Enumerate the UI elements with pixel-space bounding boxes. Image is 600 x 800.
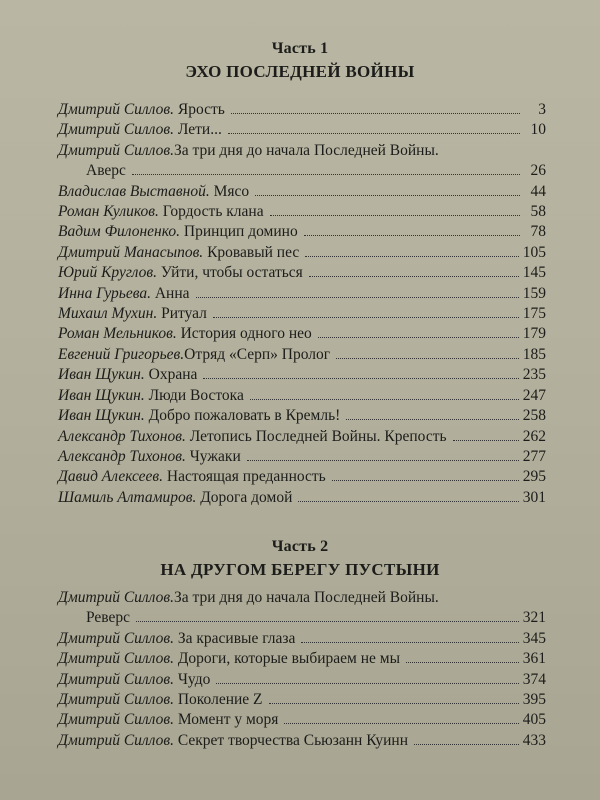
toc-entry-text xyxy=(58,447,241,467)
toc-title: Уйти, чтобы остаться xyxy=(157,264,303,282)
toc-entry xyxy=(58,588,546,629)
toc-entry-line xyxy=(58,488,546,508)
toc-title: История одного нео xyxy=(176,325,312,343)
toc-author: Иван Щукин. xyxy=(58,366,145,384)
toc-entry xyxy=(58,427,546,447)
toc-title: Принцип домино xyxy=(180,223,298,241)
toc-entry-line xyxy=(58,243,546,263)
toc-author: Александр Тихонов. xyxy=(58,427,186,445)
toc-entry xyxy=(58,731,546,751)
part1-toc xyxy=(58,100,546,508)
toc-entry xyxy=(58,345,546,365)
toc-title: Лети... xyxy=(173,121,222,139)
toc-entry-line xyxy=(58,670,546,690)
dot-leader xyxy=(332,480,519,481)
toc-entry-line xyxy=(58,386,546,406)
toc-entry-text xyxy=(58,710,278,730)
toc-author: Дмитрий Силлов. xyxy=(58,121,174,139)
toc-entry xyxy=(58,386,546,406)
toc-entry xyxy=(58,120,546,140)
toc-entry-line xyxy=(58,141,546,161)
dot-leader xyxy=(304,235,520,236)
toc-entry-text xyxy=(58,731,408,751)
dot-leader xyxy=(216,683,518,684)
toc-page-number: 345 xyxy=(522,629,546,647)
toc-entry xyxy=(58,222,546,242)
dot-leader xyxy=(298,501,518,502)
toc-entry-line xyxy=(58,222,546,242)
toc-author: Дмитрий Манасыпов. xyxy=(58,243,204,261)
dot-leader xyxy=(136,621,519,622)
toc-entry xyxy=(58,690,546,710)
toc-title: За три дня до начала Последней Войны. xyxy=(173,141,439,159)
toc-entry-line xyxy=(58,427,546,447)
toc-entry xyxy=(58,100,546,120)
toc-entry-text xyxy=(58,690,263,710)
toc-entry-text xyxy=(58,345,330,365)
dot-leader xyxy=(301,642,518,643)
toc-entry xyxy=(58,243,546,263)
toc-page-number: 374 xyxy=(522,670,546,688)
toc-title: Чудо xyxy=(173,670,211,688)
dot-leader xyxy=(250,399,519,400)
part1-label: Часть 1 xyxy=(271,40,329,57)
toc-page-number: 405 xyxy=(522,711,546,729)
dot-leader xyxy=(309,276,519,277)
toc-entry-text xyxy=(58,670,210,690)
toc-entry-line xyxy=(58,447,546,467)
toc-entry xyxy=(58,649,546,669)
toc-entry-line xyxy=(58,161,546,181)
toc-author: Дмитрий Силлов. xyxy=(58,650,174,668)
toc-author: Александр Тихонов. xyxy=(58,447,186,465)
toc-author: Дмитрий Силлов. xyxy=(58,711,174,729)
toc-title-continued: Аверс xyxy=(86,162,126,180)
toc-page-number: 258 xyxy=(522,407,546,425)
toc-entry-text xyxy=(58,243,299,263)
toc-author: Инна Гурьева. xyxy=(58,284,151,302)
toc-page-number: 277 xyxy=(522,447,546,465)
toc-entry-text xyxy=(58,488,292,508)
toc-title: Летопись Последней Войны. Крепость xyxy=(185,427,447,445)
toc-author: Юрий Круглов. xyxy=(58,264,157,282)
toc-page-number: 58 xyxy=(530,203,546,221)
toc-entry-text xyxy=(58,629,295,649)
toc-author: Михаил Мухин. xyxy=(58,305,158,323)
toc-entry xyxy=(58,263,546,283)
toc-author: Евгений Григорьев. xyxy=(58,345,185,363)
dot-leader xyxy=(247,460,519,461)
toc-author: Дмитрий Силлов. xyxy=(58,629,174,647)
dot-leader xyxy=(305,256,519,257)
toc-entry-text xyxy=(58,222,298,242)
toc-author: Дмитрий Силлов. xyxy=(58,141,174,159)
dot-leader xyxy=(231,113,520,114)
dot-leader xyxy=(196,297,519,298)
toc-title: Чужаки xyxy=(185,447,241,465)
toc-entry xyxy=(58,365,546,385)
toc-entry-text xyxy=(58,263,303,283)
toc-page-number: 105 xyxy=(522,243,546,261)
toc-author: Давид Алексеев. xyxy=(58,468,163,486)
dot-leader xyxy=(406,662,519,663)
toc-entry-text xyxy=(58,365,197,385)
toc-page-number: 247 xyxy=(522,386,546,404)
toc-entry xyxy=(58,182,546,202)
toc-author: Дмитрий Силлов. xyxy=(58,101,174,118)
toc-page-number: 361 xyxy=(522,650,546,668)
toc-title: Поколение Z xyxy=(173,691,263,709)
toc-title: Охрана xyxy=(144,366,198,384)
toc-entry xyxy=(58,406,546,426)
toc-title: Кровавый пес xyxy=(203,243,300,261)
toc-entry-line xyxy=(58,120,546,140)
dot-leader xyxy=(203,378,518,379)
toc-entry xyxy=(58,629,546,649)
toc-entry-line xyxy=(58,629,546,649)
toc-entry-text xyxy=(58,406,340,426)
dot-leader xyxy=(228,133,520,134)
toc-entry-text xyxy=(58,304,207,324)
toc-entry-text xyxy=(58,467,326,487)
toc-page-number: 295 xyxy=(522,468,546,486)
toc-author: Иван Щукин. xyxy=(58,407,145,425)
toc-entry-line xyxy=(58,406,546,426)
toc-entry xyxy=(58,141,546,182)
toc-title: За три дня до начала Последней Войны. xyxy=(173,589,439,606)
toc-entry-line xyxy=(58,690,546,710)
dot-leader xyxy=(336,358,519,359)
toc-page-number: 145 xyxy=(522,264,546,282)
toc-title-continued: Реверс xyxy=(86,609,131,627)
toc-entry-text xyxy=(58,100,225,120)
dot-leader xyxy=(346,419,518,420)
toc-author: Дмитрий Силлов. xyxy=(58,691,174,709)
toc-author: Владислав Выставной. xyxy=(58,182,210,200)
toc-entry-text xyxy=(58,324,312,344)
toc-page-number: 159 xyxy=(522,284,546,302)
toc-title: Секрет творчества Сьюзанн Куинн xyxy=(173,731,409,749)
toc-entry-text xyxy=(58,202,264,222)
toc-entry xyxy=(58,324,546,344)
toc-title: Ритуал xyxy=(157,305,207,323)
toc-entry xyxy=(58,202,546,222)
toc-title: Гордость клана xyxy=(158,203,264,221)
toc-page-number: 44 xyxy=(530,182,546,200)
toc-entry xyxy=(58,467,546,487)
toc-title: Настоящая преданность xyxy=(163,468,326,486)
toc-entry-line xyxy=(58,324,546,344)
toc-title: За красивые глаза xyxy=(173,629,296,647)
toc-entry-text xyxy=(58,182,249,202)
toc-entry-line xyxy=(58,263,546,283)
toc-page-number: 395 xyxy=(522,691,546,709)
toc-entry-line xyxy=(58,731,546,751)
toc-title: Дорога домой xyxy=(196,488,293,506)
toc-entry-line xyxy=(58,345,546,365)
toc-page-number: 3 xyxy=(538,101,546,118)
toc-page-number: 10 xyxy=(530,121,546,139)
part1-header xyxy=(0,40,600,82)
toc-title: Ярость xyxy=(173,101,225,118)
toc-entry xyxy=(58,304,546,324)
part2-title: НА ДРУГОМ БЕРЕГУ ПУСТЫНИ xyxy=(160,560,440,579)
toc-page-number: 262 xyxy=(522,427,546,445)
toc-title: Дороги, которые выбираем не мы xyxy=(173,650,400,668)
dot-leader xyxy=(132,174,520,175)
part2-toc xyxy=(58,588,546,751)
toc-entry-line xyxy=(58,202,546,222)
dot-leader xyxy=(269,703,519,704)
toc-entry-line xyxy=(58,710,546,730)
toc-title: Люди Востока xyxy=(144,386,244,404)
toc-title: Мясо xyxy=(209,182,250,200)
toc-entry-text xyxy=(58,120,222,140)
toc-title: Анна xyxy=(150,284,190,302)
toc-page-number: 78 xyxy=(530,223,546,241)
dot-leader xyxy=(318,337,519,338)
toc-author: Дмитрий Силлов. xyxy=(58,670,174,688)
toc-page-number: 175 xyxy=(522,305,546,323)
toc-entry xyxy=(58,488,546,508)
toc-entry-line xyxy=(58,182,546,202)
dot-leader xyxy=(213,317,519,318)
toc-page-number: 179 xyxy=(522,325,546,343)
toc-entry-text xyxy=(58,386,244,406)
toc-page-number: 235 xyxy=(522,366,546,384)
part2-header xyxy=(0,538,600,580)
toc-author: Вадим Филоненко. xyxy=(58,223,181,241)
toc-author: Роман Куликов. xyxy=(58,203,159,221)
toc-page-number: 26 xyxy=(530,162,546,180)
dot-leader xyxy=(453,440,519,441)
part2-label: Часть 2 xyxy=(271,538,329,555)
toc-entry-line xyxy=(58,649,546,669)
toc-page-number: 185 xyxy=(522,345,546,363)
toc-title: Добро пожаловать в Кремль! xyxy=(144,407,341,425)
toc-entry-text xyxy=(58,649,400,669)
toc-entry-line xyxy=(58,304,546,324)
toc-author: Роман Мельников. xyxy=(58,325,177,343)
toc-title: Момент у моря xyxy=(173,711,279,729)
toc-entry xyxy=(58,710,546,730)
toc-entry xyxy=(58,447,546,467)
toc-author: Дмитрий Силлов. xyxy=(58,589,174,606)
toc-entry-line xyxy=(58,467,546,487)
dot-leader xyxy=(284,723,518,724)
toc-entry-line xyxy=(58,588,546,608)
toc-entry-text xyxy=(58,427,447,447)
toc-page-number: 433 xyxy=(522,731,546,749)
toc-entry-line xyxy=(58,284,546,304)
toc-entry-line xyxy=(58,608,546,628)
toc-entry xyxy=(58,670,546,690)
dot-leader xyxy=(414,744,519,745)
toc-entry-line xyxy=(58,365,546,385)
toc-author: Шамиль Алтамиров. xyxy=(58,488,197,506)
toc-entry-text xyxy=(58,284,190,304)
toc-page-number: 301 xyxy=(522,488,546,506)
toc-author: Дмитрий Силлов. xyxy=(58,731,174,749)
toc-page-number: 321 xyxy=(522,609,546,627)
toc-entry xyxy=(58,284,546,304)
toc-author: Иван Щукин. xyxy=(58,386,145,404)
dot-leader xyxy=(255,195,520,196)
toc-entry-line xyxy=(58,100,546,120)
part1-title: ЭХО ПОСЛЕДНЕЙ ВОЙНЫ xyxy=(185,62,415,81)
dot-leader xyxy=(270,215,520,216)
toc-title: Отряд «Серп» Пролог xyxy=(184,345,331,363)
